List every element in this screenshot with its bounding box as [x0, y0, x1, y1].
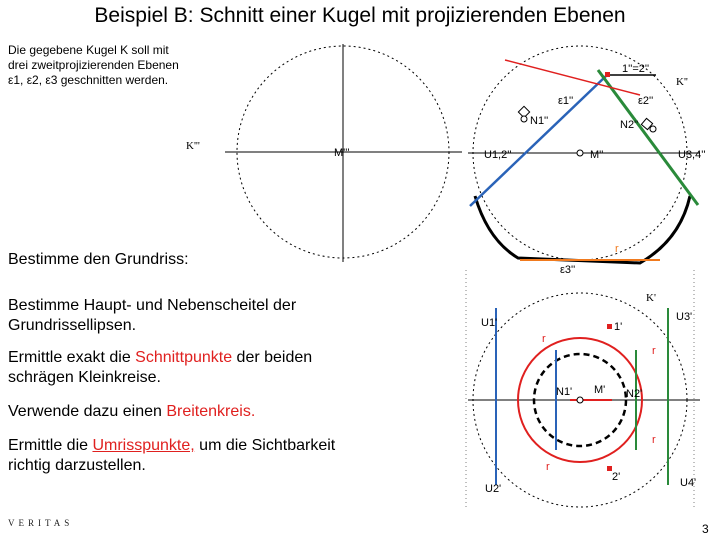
label-1: 1': [614, 321, 623, 333]
task-scheitel-line-1: Bestimme Haupt- und Nebenscheitel der: [8, 297, 297, 314]
front-view-cut-contour: [475, 196, 690, 263]
label-u2: U2': [485, 483, 502, 495]
task-schnittpunkte-line-2: schrägen Kleinkreise.: [8, 369, 161, 386]
task-umrisspunkte-line-2: richtig darzustellen.: [8, 457, 146, 474]
label-r-front: r: [615, 243, 619, 255]
label-u3: U3': [676, 311, 693, 323]
eps2-trace: [598, 70, 698, 205]
point-1-2: [605, 72, 610, 77]
label-r-top-3: r: [652, 434, 656, 446]
label-r-top-1: r: [542, 333, 546, 345]
top-view: [466, 270, 700, 510]
label-u12-front: U1,2'': [484, 149, 512, 161]
task-text: Verwende dazu einen: [8, 403, 167, 420]
point-1: [607, 324, 612, 329]
task-scheitel-line-2: Grundrissellipsen.: [8, 317, 137, 334]
task-text: der beiden: [232, 349, 313, 366]
eps1-trace: [470, 76, 606, 206]
intro-line-1: Die gegebene Kugel K soll mit: [8, 43, 169, 57]
page-number: 3: [702, 522, 709, 536]
label-m1: M': [594, 384, 606, 396]
label-one-two: 1''=2'': [622, 63, 650, 75]
label-k2: K'': [676, 76, 688, 88]
label-u1: U1': [481, 317, 498, 329]
intro-line-3: ε1, ε2, ε3 geschnitten werden.: [8, 73, 169, 87]
label-eps3: ε3'': [560, 264, 576, 276]
task-text: Ermittle exakt die: [8, 349, 136, 366]
label-k3: K''': [186, 140, 200, 152]
label-eps2: ε2'': [638, 95, 654, 107]
label-n2-front: N2'': [620, 119, 639, 131]
task-text: Ermittle die: [8, 437, 93, 454]
task-highlight: Breitenkreis.: [166, 403, 256, 420]
task-grundriss: Bestimme den Grundriss:: [8, 251, 189, 268]
label-n1-front: N1'': [530, 115, 549, 127]
label-n1-top: N1': [556, 386, 573, 398]
task-text: um die Sichtbarkeit: [194, 437, 336, 454]
label-k1: K': [646, 292, 656, 304]
point-m2: [577, 150, 583, 156]
point-n2: [650, 126, 656, 132]
task-highlight: Schnittpunkte: [135, 349, 233, 366]
label-u4: U4': [680, 477, 697, 489]
label-2: 2': [612, 471, 621, 483]
slide-title: Beispiel B: Schnitt einer Kugel mit projizierenden Ebenen: [94, 4, 626, 27]
point-n1: [521, 116, 527, 122]
intro-line-2: drei zweitprojizierenden Ebenen: [8, 58, 179, 72]
breitenkreis-trace: [505, 60, 640, 95]
veritas-logo: VERITAS: [8, 518, 74, 528]
task-highlight: Umrisspunkte,: [92, 437, 195, 454]
label-eps1: ε1'': [558, 95, 574, 107]
label-n2-top: N2': [626, 388, 643, 400]
point-m1: [577, 397, 583, 403]
label-u34-front: U3,4'': [678, 149, 706, 161]
label-m2: M'': [590, 149, 604, 161]
label-m3: M''': [334, 147, 350, 159]
label-r-top-2: r: [652, 345, 656, 357]
label-r-top-4: r: [546, 461, 550, 473]
